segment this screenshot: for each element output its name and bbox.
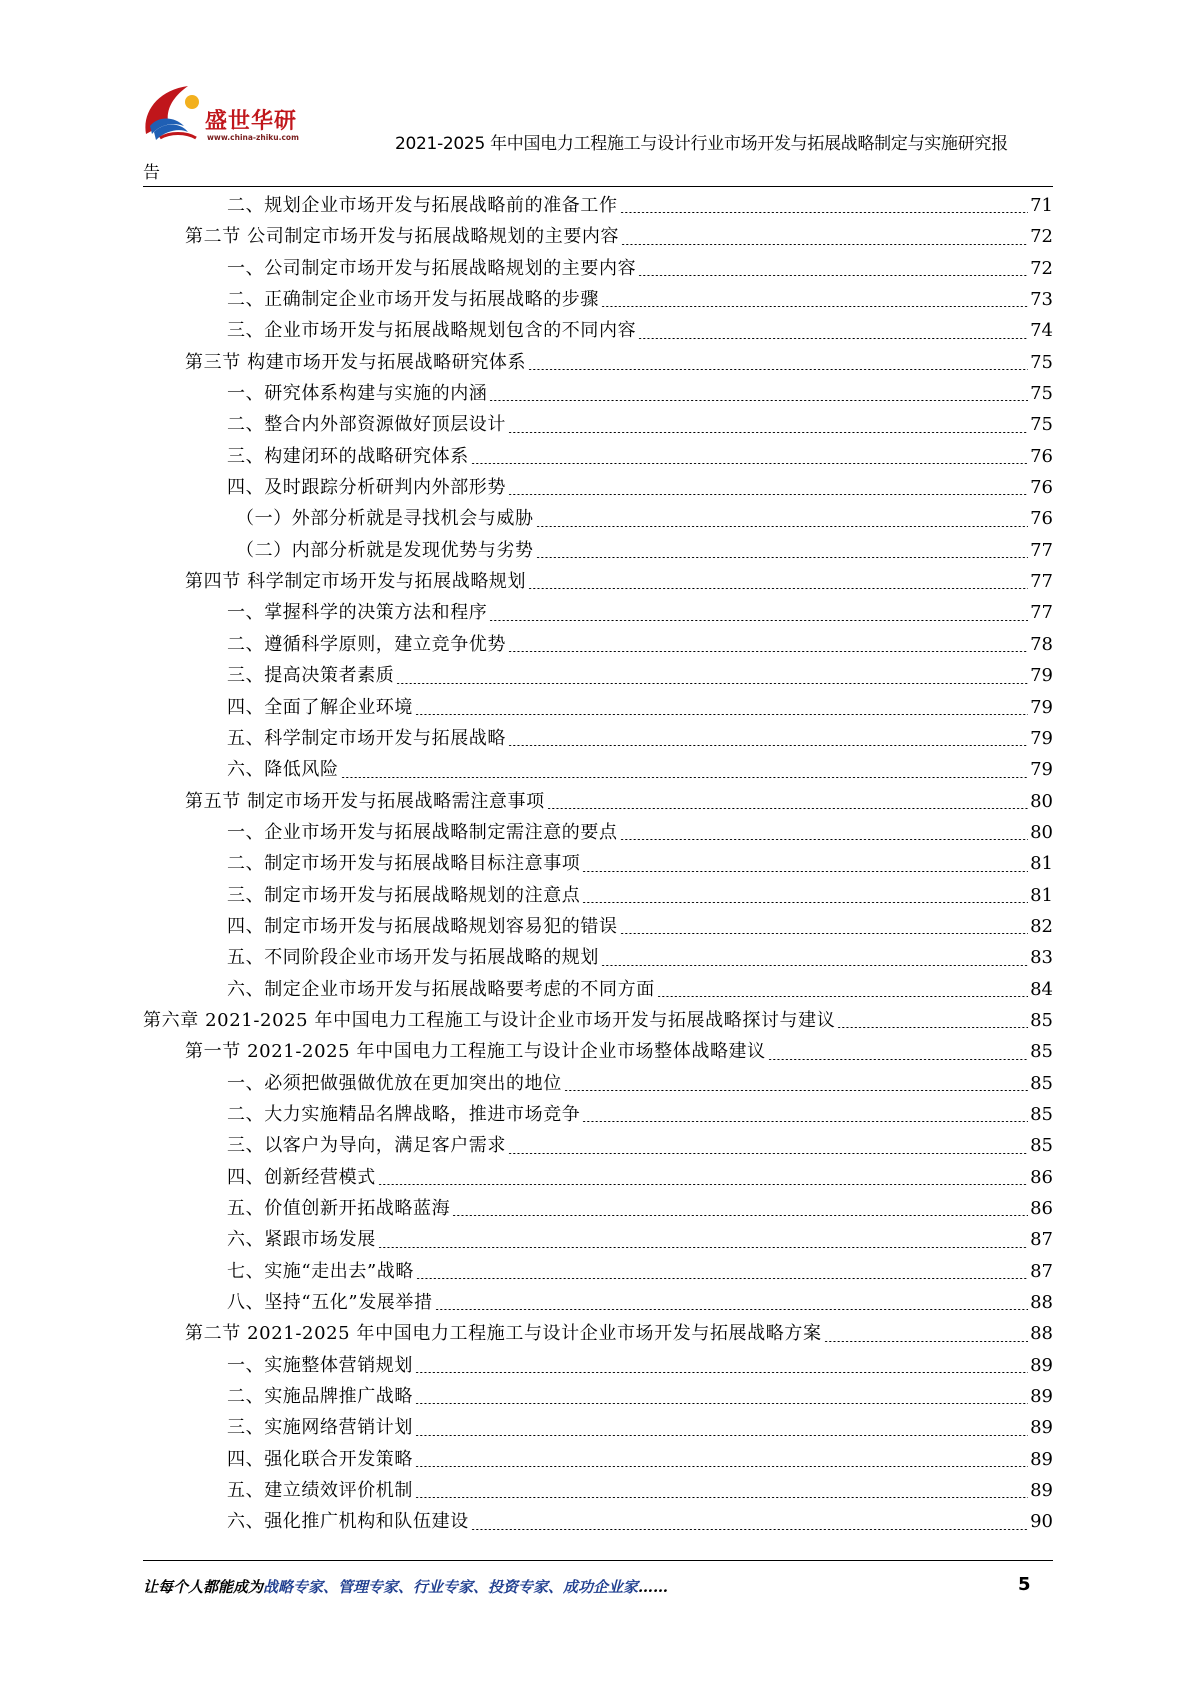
page-header — [0, 0, 1191, 190]
toc-entry[interactable] — [143, 1412, 1053, 1443]
dot-leader — [378, 1184, 1028, 1185]
slogan-prefix: 让每个人都能成为 — [143, 1578, 264, 1596]
toc-entry[interactable] — [143, 1381, 1053, 1412]
toc-entry-title: 第三节 构建市场开发与拓展战略研究体系 — [185, 351, 527, 373]
toc-entry-page: 72 — [1030, 257, 1053, 279]
dot-leader — [416, 1278, 1028, 1279]
logo-title: 盛世华研 — [205, 109, 298, 134]
toc-entry-page: 86 — [1030, 1166, 1053, 1188]
toc-entry-page: 80 — [1030, 821, 1053, 843]
toc-entry-title: 五、科学制定市场开发与拓展战略 — [227, 727, 506, 749]
footer-divider — [143, 1560, 1053, 1561]
toc-entry-title: 一、研究体系构建与实施的内涵 — [227, 383, 488, 405]
toc-entry-page: 89 — [1030, 1417, 1053, 1439]
toc-entry-page: 87 — [1030, 1260, 1053, 1282]
toc-entry-page: 77 — [1030, 571, 1053, 593]
dot-leader — [471, 463, 1028, 464]
toc-entry-page: 81 — [1030, 884, 1053, 906]
toc-entry[interactable] — [143, 723, 1053, 754]
toc-entry-title: 六、制定企业市场开发与拓展战略要考虑的不同方面 — [227, 978, 655, 1000]
toc-entry[interactable] — [143, 535, 1053, 566]
page-number: 5 — [1018, 1574, 1031, 1595]
toc-entry-title: 三、制定市场开发与拓展战略规划的注意点 — [227, 884, 581, 906]
dot-leader — [508, 745, 1028, 746]
toc-entry[interactable] — [143, 1475, 1053, 1506]
toc-entry-page: 89 — [1030, 1480, 1053, 1502]
toc-entry-page: 79 — [1030, 727, 1053, 749]
dot-leader — [638, 338, 1028, 339]
toc-entry-title: 二、规划企业市场开发与拓展战略前的准备工作 — [227, 195, 618, 216]
dot-leader — [435, 1309, 1028, 1310]
toc-entry-page: 76 — [1030, 445, 1053, 467]
toc-entry-title: （一）外部分析就是寻找机会与威胁 — [236, 508, 534, 530]
toc-entry-page: 89 — [1030, 1386, 1053, 1408]
toc-entry-title: 六、强化推广机构和队伍建设 — [227, 1511, 469, 1533]
toc-entry-page: 90 — [1030, 1511, 1053, 1533]
toc-entry-title: 第一节 2021-2025 年中国电力工程施工与设计企业市场整体战略建议 — [185, 1041, 766, 1063]
toc-entry-title: 二、实施品牌推广战略 — [227, 1386, 413, 1408]
toc-entry-page: 88 — [1030, 1323, 1053, 1345]
slogan-highlight: 战略专家、管理专家、行业专家、投资专家、成功企业家 — [263, 1578, 639, 1596]
toc-entry[interactable] — [143, 911, 1053, 942]
toc-entry-page: 89 — [1030, 1354, 1053, 1376]
toc-entry-page: 72 — [1030, 226, 1053, 248]
toc-entry-page: 73 — [1030, 289, 1053, 311]
dot-leader — [528, 369, 1028, 370]
dot-leader — [582, 871, 1028, 872]
toc-entry-title: 四、全面了解企业环境 — [227, 696, 413, 718]
dot-leader — [547, 808, 1028, 809]
dot-leader — [621, 244, 1028, 245]
toc-entry[interactable] — [143, 1444, 1053, 1475]
toc-entry[interactable] — [143, 660, 1053, 691]
toc-entry-page: 79 — [1030, 665, 1053, 687]
toc-entry[interactable] — [143, 942, 1053, 973]
toc-entry-title: 六、紧跟市场发展 — [227, 1229, 376, 1251]
dot-leader — [489, 400, 1028, 401]
toc-entry-page: 77 — [1030, 602, 1053, 624]
toc-entry-title: 八、坚持“五化”发展举措 — [227, 1292, 433, 1314]
report-title: 2021-2025 年中国电力工程施工与设计行业市场开发与拓展战略制定与实施研究报 — [395, 134, 1008, 154]
toc-entry[interactable] — [143, 1068, 1053, 1099]
toc-entry-page: 81 — [1030, 853, 1053, 875]
toc-entry[interactable] — [143, 1162, 1053, 1193]
toc-entry[interactable] — [143, 1130, 1053, 1161]
toc-entry-title: 一、实施整体营销规划 — [227, 1354, 413, 1376]
toc-entry-title: 四、制定市场开发与拓展战略规划容易犯的错误 — [227, 915, 618, 937]
toc-entry[interactable] — [143, 1036, 1053, 1067]
toc-entry[interactable] — [143, 221, 1053, 252]
toc-entry-title: 第六章 2021-2025 年中国电力工程施工与设计企业市场开发与拓展战略探讨与建议 — [143, 1009, 836, 1031]
toc-entry[interactable] — [143, 1350, 1053, 1381]
toc-entry[interactable] — [143, 692, 1053, 723]
report-title-continuation: 告 — [143, 163, 160, 183]
dot-leader — [601, 306, 1028, 307]
toc-entry[interactable] — [143, 597, 1053, 628]
toc-entry-page: 89 — [1030, 1448, 1053, 1470]
dot-leader — [657, 996, 1028, 997]
toc-entry-page: 84 — [1030, 978, 1053, 1000]
toc-entry-title: 四、及时跟踪分析研判内外部形势 — [227, 477, 506, 499]
dot-leader — [415, 1372, 1028, 1373]
logo-yellow-dot — [185, 95, 199, 109]
toc-entry-title: 四、创新经营模式 — [227, 1166, 376, 1188]
toc-entry-title: 第二节 公司制定市场开发与拓展战略规划的主要内容 — [185, 226, 620, 248]
dot-leader — [341, 777, 1028, 778]
toc-entry-page: 75 — [1030, 383, 1053, 405]
dot-leader — [620, 839, 1028, 840]
dot-leader — [536, 526, 1028, 527]
toc-entry-title: 第二节 2021-2025 年中国电力工程施工与设计企业市场开发与拓展战略方案 — [185, 1323, 822, 1345]
toc-entry-title: 四、强化联合开发策略 — [227, 1448, 413, 1470]
toc-entry[interactable] — [143, 1099, 1053, 1130]
toc-entry[interactable] — [143, 1224, 1053, 1255]
toc-entry[interactable] — [143, 253, 1053, 284]
toc-entry[interactable] — [143, 1256, 1053, 1287]
toc-entry-title: 第四节 科学制定市场开发与拓展战略规划 — [185, 571, 527, 593]
toc-entry-page: 85 — [1030, 1072, 1053, 1094]
toc-entry-title: 七、实施“走出去”战略 — [227, 1260, 415, 1282]
toc-entry-page: 76 — [1030, 508, 1053, 530]
dot-leader — [415, 1497, 1028, 1498]
toc-entry-page: 75 — [1030, 414, 1053, 436]
toc-entry-title: 三、提高决策者素质 — [227, 665, 395, 687]
toc-entry[interactable] — [143, 1506, 1053, 1537]
toc-entry[interactable] — [143, 1005, 1053, 1036]
toc-entry-title: 三、以客户为导向，满足客户需求 — [227, 1135, 506, 1157]
toc-entry-page: 87 — [1030, 1229, 1053, 1251]
toc-entry[interactable] — [143, 848, 1053, 879]
toc-entry-page: 88 — [1030, 1292, 1053, 1314]
toc-entry[interactable] — [143, 315, 1053, 346]
toc-entry[interactable] — [143, 1287, 1053, 1318]
toc-entry-page: 85 — [1030, 1041, 1053, 1063]
toc-entry[interactable] — [143, 347, 1053, 378]
toc-entry-page: 85 — [1030, 1135, 1053, 1157]
dot-leader — [564, 1090, 1028, 1091]
toc-entry-page: 83 — [1030, 947, 1053, 969]
toc-entry-title: 三、企业市场开发与拓展战略规划包含的不同内容 — [227, 320, 637, 342]
toc-entry[interactable] — [143, 754, 1053, 785]
dot-leader — [620, 212, 1028, 213]
table-of-contents — [143, 190, 1053, 1538]
dot-leader — [582, 1121, 1028, 1122]
toc-entry-page: 78 — [1030, 633, 1053, 655]
dot-leader — [415, 1466, 1028, 1467]
toc-entry-title: 二、大力实施精品名牌战略，推进市场竞争 — [227, 1103, 581, 1125]
toc-entry-title: 一、企业市场开发与拓展战略制定需注意的要点 — [227, 821, 618, 843]
dot-leader — [471, 1529, 1028, 1530]
toc-entry-page: 71 — [1030, 195, 1053, 216]
toc-entry[interactable] — [143, 974, 1053, 1005]
toc-entry-page: 76 — [1030, 477, 1053, 499]
dot-leader — [508, 494, 1028, 495]
toc-entry-title: 三、实施网络营销计划 — [227, 1417, 413, 1439]
dot-leader — [508, 1153, 1028, 1154]
dot-leader — [582, 902, 1028, 903]
toc-entry[interactable] — [143, 880, 1053, 911]
dot-leader — [620, 933, 1028, 934]
dot-leader — [638, 275, 1028, 276]
toc-entry-title: 二、正确制定企业市场开发与拓展战略的步骤 — [227, 289, 599, 311]
dot-leader — [528, 588, 1028, 589]
toc-entry-page: 79 — [1030, 759, 1053, 781]
toc-entry[interactable] — [143, 472, 1053, 503]
dot-leader — [768, 1059, 1028, 1060]
toc-entry-title: 一、掌握科学的决策方法和程序 — [227, 602, 488, 624]
logo-url: www.china-zhiku.com — [207, 133, 299, 142]
toc-entry-title: 五、价值创新开拓战略蓝海 — [227, 1198, 451, 1219]
toc-entry-page: 80 — [1030, 790, 1053, 812]
toc-entry[interactable] — [143, 629, 1053, 660]
toc-entry[interactable] — [143, 786, 1053, 817]
toc-entry[interactable] — [143, 190, 1053, 221]
toc-entry-title: 二、遵循科学原则，建立竞争优势 — [227, 633, 506, 655]
dot-leader — [415, 1403, 1028, 1404]
toc-entry-title: 一、必须把做强做优放在更加突出的地位 — [227, 1072, 562, 1094]
dot-leader — [415, 1435, 1028, 1436]
toc-entry-page: 77 — [1030, 539, 1053, 561]
toc-entry-page: 75 — [1030, 351, 1053, 373]
toc-entry-title: 一、公司制定市场开发与拓展战略规划的主要内容 — [227, 257, 637, 279]
dot-leader — [489, 620, 1028, 621]
toc-entry[interactable] — [143, 1318, 1053, 1349]
toc-entry[interactable] — [143, 284, 1053, 315]
toc-entry[interactable] — [143, 1193, 1053, 1224]
toc-entry[interactable] — [143, 441, 1053, 472]
toc-entry[interactable] — [143, 409, 1053, 440]
dot-leader — [508, 432, 1028, 433]
toc-entry-title: 二、整合内外部资源做好顶层设计 — [227, 414, 506, 436]
toc-entry[interactable] — [143, 566, 1053, 597]
toc-entry-page: 79 — [1030, 696, 1053, 718]
dot-leader — [837, 1027, 1028, 1028]
toc-entry[interactable] — [143, 378, 1053, 409]
toc-entry-page: 82 — [1030, 915, 1053, 937]
toc-entry-title: 三、构建闭环的战略研究体系 — [227, 445, 469, 467]
toc-entry-title: （二）内部分析就是发现优势与劣势 — [236, 539, 534, 561]
toc-entry-title: 五、不同阶段企业市场开发与拓展战略的规划 — [227, 947, 599, 969]
dot-leader — [415, 714, 1028, 715]
toc-entry-title: 二、制定市场开发与拓展战略目标注意事项 — [227, 853, 581, 875]
toc-entry-title: 第五节 制定市场开发与拓展战略需注意事项 — [185, 790, 545, 812]
footer-slogan — [143, 1576, 668, 1597]
toc-entry[interactable] — [143, 503, 1053, 534]
toc-entry[interactable] — [143, 817, 1053, 848]
toc-entry-page: 85 — [1030, 1009, 1053, 1031]
toc-entry-page: 86 — [1030, 1198, 1053, 1219]
dot-leader — [396, 683, 1028, 684]
dot-leader — [536, 557, 1028, 558]
dot-leader — [378, 1247, 1028, 1248]
toc-entry-page: 74 — [1030, 320, 1053, 342]
toc-entry-title: 六、降低风险 — [227, 759, 339, 781]
header-divider — [143, 186, 1053, 187]
dot-leader — [508, 651, 1028, 652]
dot-leader — [601, 965, 1028, 966]
dot-leader — [452, 1215, 1028, 1216]
toc-entry-page: 85 — [1030, 1103, 1053, 1125]
dot-leader — [824, 1341, 1029, 1342]
slogan-suffix: …… — [638, 1578, 669, 1596]
toc-entry-title: 五、建立绩效评价机制 — [227, 1480, 413, 1502]
